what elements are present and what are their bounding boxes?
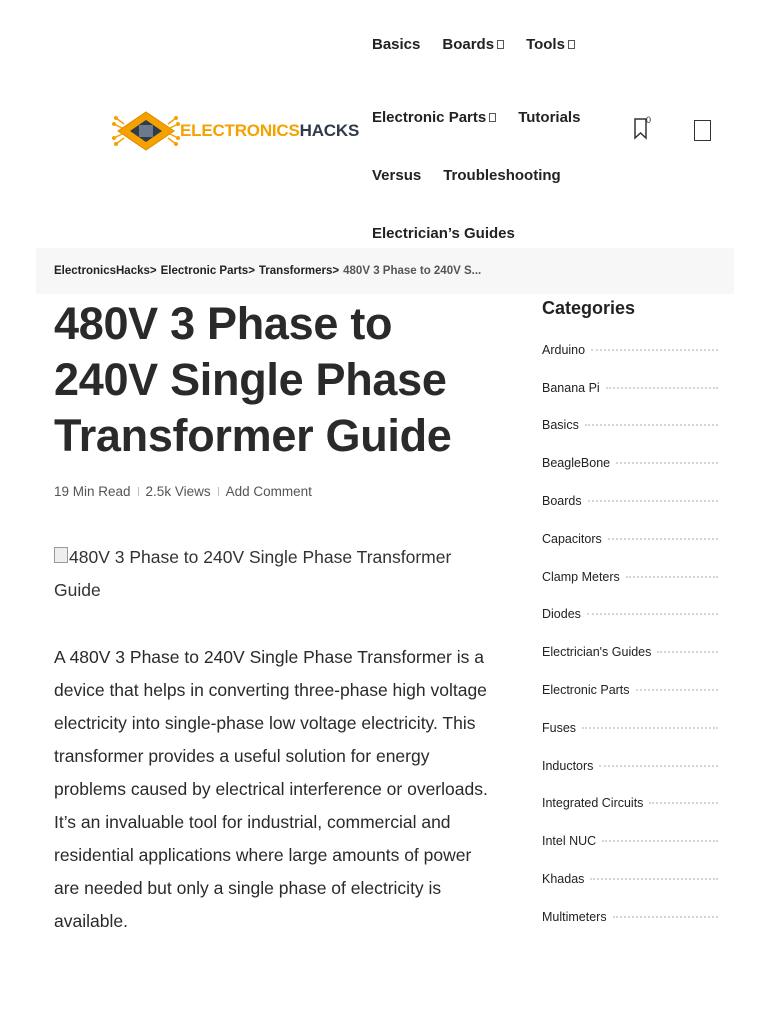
page-title: 480V 3 Phase to 240V Single Phase Transformer Guide — [54, 298, 452, 461]
category-item[interactable]: Arduino — [542, 331, 718, 369]
chevron-down-icon — [489, 113, 496, 122]
category-item[interactable]: Inductors — [542, 747, 718, 785]
site-header — [0, 0, 768, 248]
featured-image-alt: 480V 3 Phase to 240V Single Phase Transformer Guide — [54, 547, 452, 600]
category-item[interactable]: Integrated Circuits — [542, 785, 718, 823]
sidebar-categories — [542, 298, 718, 936]
add-comment-link[interactable]: Add Comment — [225, 484, 312, 499]
read-time: 19 Min Read — [54, 484, 131, 499]
breadcrumb-separator: > — [248, 265, 255, 277]
bookmark-count: 0 — [646, 115, 652, 125]
category-item[interactable]: Electrician's Guides — [542, 633, 718, 671]
chip-logo-icon — [112, 108, 180, 154]
category-item[interactable]: Basics — [542, 407, 718, 445]
header-actions — [634, 115, 711, 142]
breadcrumb-separator: > — [332, 265, 340, 277]
article — [54, 296, 494, 938]
bookmark-button[interactable] — [634, 115, 652, 142]
view-count: 2.5k Views — [145, 484, 211, 499]
main-nav — [372, 0, 632, 262]
menu-icon[interactable] — [694, 120, 711, 141]
meta-divider — [138, 487, 139, 496]
category-item[interactable]: Electronic Parts — [542, 671, 718, 709]
nav-row — [372, 146, 632, 204]
meta-divider — [218, 487, 219, 496]
breadcrumb-link[interactable]: ElectronicsHacks — [54, 265, 150, 277]
chevron-down-icon — [497, 40, 504, 49]
category-item[interactable]: Intel NUC — [542, 822, 718, 860]
nav-item-tools[interactable]: Tools — [526, 36, 575, 53]
category-item[interactable]: Diodes — [542, 596, 718, 634]
nav-row — [372, 88, 632, 146]
nav-item-versus[interactable]: Versus — [372, 166, 422, 184]
breadcrumb-current: 480V 3 Phase to 240V S... — [343, 265, 482, 277]
site-logo[interactable] — [112, 108, 359, 154]
nav-item-tutorials[interactable]: Tutorials — [518, 108, 581, 126]
nav-item-electronic-parts[interactable]: Electronic Parts — [372, 109, 496, 126]
nav-row — [372, 0, 632, 88]
category-item[interactable]: Capacitors — [542, 520, 718, 558]
breadcrumb — [36, 248, 734, 294]
breadcrumb-link[interactable]: Transformers — [258, 265, 333, 277]
featured-image — [54, 541, 494, 607]
category-item[interactable]: Multimeters — [542, 898, 718, 936]
logo-wordmark: ELECTRONICSHACKS — [180, 121, 360, 140]
broken-image-icon — [54, 547, 68, 563]
category-item[interactable]: Fuses — [542, 709, 718, 747]
category-item[interactable]: Banana Pi — [542, 369, 718, 407]
category-list — [542, 331, 718, 936]
category-item[interactable]: Khadas — [542, 860, 718, 898]
category-item[interactable]: Clamp Meters — [542, 558, 718, 596]
breadcrumb-link[interactable]: Electronic Parts — [160, 265, 249, 277]
nav-item-basics[interactable]: Basics — [372, 35, 421, 53]
chevron-down-icon — [568, 40, 575, 49]
category-item[interactable]: Boards — [542, 482, 718, 520]
nav-item-boards[interactable]: Boards — [442, 36, 504, 53]
article-paragraph: A 480V 3 Phase to 240V Single Phase Transformer is a device that helps in converting three-phase high voltage electricity into single-phase low voltage electricity. This transformer provides a useful solution for energy problems caused by electrical interference or overloads. It’s an invaluable tool for industrial, commercial and residential applications where large amounts of power are needed but only a single phase of electricity is available. — [54, 647, 488, 931]
category-item[interactable]: BeagleBone — [542, 444, 718, 482]
breadcrumb-separator: > — [149, 265, 157, 277]
article-meta — [54, 484, 494, 499]
nav-item-electricians-guides[interactable]: Electrician’s Guides — [372, 224, 515, 242]
sidebar-title: Categories — [542, 298, 636, 318]
nav-item-troubleshooting[interactable]: Troubleshooting — [443, 166, 561, 184]
